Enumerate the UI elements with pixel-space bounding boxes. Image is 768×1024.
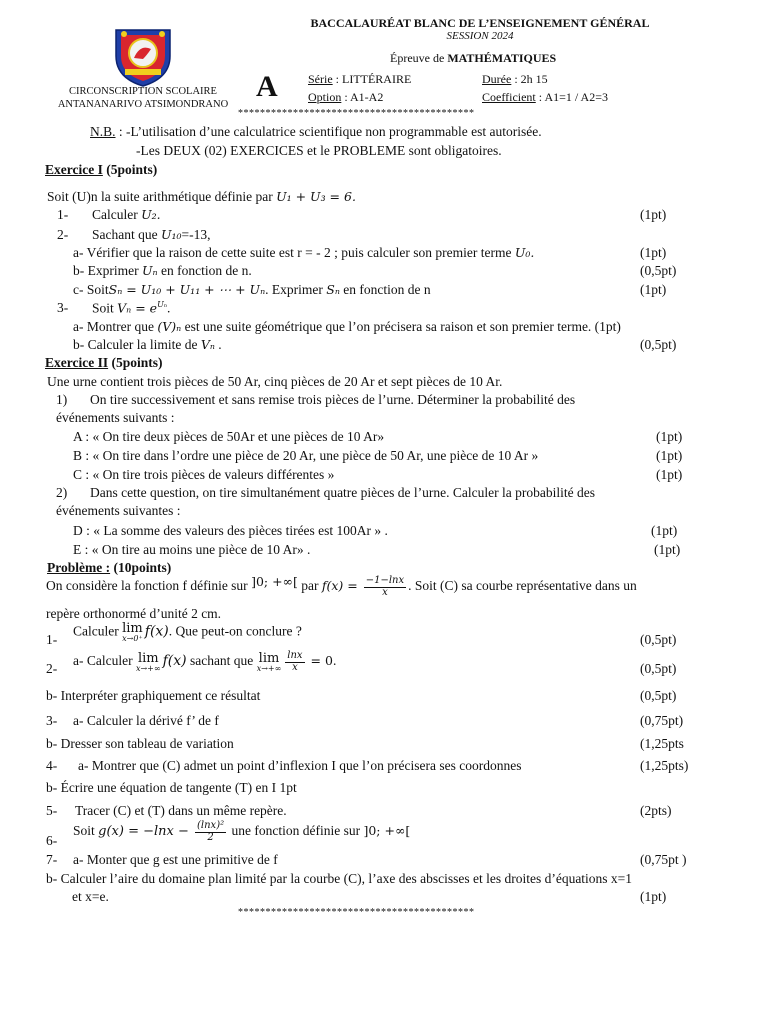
ex2-event-a-points: (1pt) xyxy=(656,429,683,444)
ex1-q1-points: (1pt) xyxy=(640,207,667,222)
ex2-q2-num: 2) xyxy=(56,485,68,500)
exam-session: SESSION 2024 xyxy=(446,30,514,42)
ex2-event-c: C : « On tire trois pièces de valeurs différentes » xyxy=(73,467,335,482)
prob-q1: Calculer lim x→0⁺ f(x). Que peut-on conclure ? xyxy=(73,621,302,643)
prob-q6: Soit g(x) = −lnx − $\frac{\text{(lnx)²}}{2}$ une fonction définie sur ]0; +∞[ xyxy=(73,820,411,843)
ex1-q3-text: Soit $V_n = e^{U_n}$. xyxy=(92,300,171,316)
prob-q7b-line2: et x=e. xyxy=(72,889,109,904)
prob-q5-num: 5- xyxy=(46,803,58,818)
ex2-event-c-points: (1pt) xyxy=(656,467,683,482)
nb-line-1: N.B. : -L’utilisation d’une calculatrice scientifique non programmable est autorisée. xyxy=(90,124,542,139)
prob-q7: a- Monter que g est une primitive de f xyxy=(73,852,278,867)
exercice-1-title: Exercice I (5points) xyxy=(45,162,158,177)
ex2-event-d-points: (1pt) xyxy=(651,523,678,538)
prob-q4b: b- Écrire une équation de tangente (T) en I 1pt xyxy=(46,780,297,795)
prob-q5-points: (2pts) xyxy=(640,803,672,818)
ex2-event-b: B : « On tire dans l’ordre une pièce de 20 Ar, une pièce de 50 Ar, une pièce de 10 Ar » xyxy=(73,448,539,463)
exam-subject: Épreuve de MATHÉMATIQUES xyxy=(390,51,557,65)
serie-info: Série : LITTÉRAIRE xyxy=(308,72,412,86)
prob-q2-points: (0,5pt) xyxy=(640,661,677,676)
divider-stars-bottom: ******************************************* xyxy=(238,907,475,918)
ex1-q3b: b- Calculer la limite de Vₙ . xyxy=(73,337,222,352)
prob-q7-num: 7- xyxy=(46,852,58,867)
divider-stars-top: ******************************************* xyxy=(238,108,475,119)
prob-q4-num: 4- xyxy=(46,758,58,773)
prob-q5: Tracer (C) et (T) dans un même repère. xyxy=(75,803,287,818)
prob-q2b-points: (0,5pt) xyxy=(640,688,677,703)
ex2-event-d: D : « La somme des valeurs des pièces tirées est 100Ar » . xyxy=(73,523,388,538)
prob-q3-num: 3- xyxy=(46,713,58,728)
ex1-q3b-points: (0,5pt) xyxy=(640,337,677,352)
ex1-q2a: a- Vérifier que la raison de cette suite est r = - 2 ; puis calculer son premier terme U₀. xyxy=(73,245,535,260)
prob-q3b-points: (1,25pts xyxy=(640,736,684,751)
ex2-q2-line1: Dans cette question, on tire simultanément quatre pièces de l’urne. Calculer la probabilité des xyxy=(90,485,595,500)
ex2-event-a: A : « On tire deux pièces de 50Ar et une pièces de 10 Ar» xyxy=(73,429,385,444)
prob-q6-num: 6- xyxy=(46,833,58,848)
prob-intro-line2: repère orthonormé d’unité 2 cm. xyxy=(46,606,222,621)
ex2-q1-line1: On tire successivement et sans remise trois pièces de l’urne. Déterminer la probabilité des xyxy=(90,392,576,407)
coefficient-info: Coefficient : A1=1 / A2=3 xyxy=(482,90,608,104)
ex1-q2b: b- Exprimer Uₙ en fonction de n. xyxy=(73,263,252,278)
ex1-q3a: a- Montrer que (V)ₙ est une suite géométrique que l’on précisera sa raison et son premier terme. (1pt) xyxy=(73,319,621,334)
ex1-q2-text: Sachant que U₁₀=-13, xyxy=(92,227,211,242)
prob-q1-num: 1- xyxy=(46,632,58,647)
exercice-2-title: Exercice II (5points) xyxy=(45,355,163,370)
prob-q2: a- Calculer lim x→+∞ f(x) sachant que lim x→+∞ $\frac{\ln x}{x}$ = 0. xyxy=(73,650,337,673)
ex2-event-b-points: (1pt) xyxy=(656,448,683,463)
ex2-event-e-points: (1pt) xyxy=(654,542,681,557)
prob-q4-points: (1,25pts) xyxy=(640,758,689,773)
prob-q7-points: (0,75pt ) xyxy=(640,852,687,867)
ex1-q1: 1- xyxy=(57,207,69,222)
prob-q2b: b- Interpréter graphiquement ce résultat xyxy=(46,688,261,703)
prob-q3b: b- Dresser son tableau de variation xyxy=(46,736,234,751)
ex2-intro: Une urne contient trois pièces de 50 Ar, cinq pièces de 20 Ar et sept pièces de 10 Ar. xyxy=(47,374,503,389)
prob-q3-points: (0,75pt) xyxy=(640,713,684,728)
prob-q4: a- Montrer que (C) admet un point d’inflexion I que l’on précisera ses coordonnes xyxy=(78,758,522,773)
circonscription: CIRCONSCRIPTION SCOLAIRE ANTANANARIVO ATSIMONDRANO xyxy=(57,86,229,110)
ex1-q2: 2- xyxy=(57,227,69,242)
ex1-intro: Soit (U)n la suite arithmétique définie par U₁ + U₃ = 6. xyxy=(47,189,356,204)
duree-info: Durée : 2h 15 xyxy=(482,72,548,86)
ex1-q2a-points: (1pt) xyxy=(640,245,667,260)
ex2-event-e: E : « On tire au moins une pièce de 10 Ar» . xyxy=(73,542,311,557)
exam-title: BACCALAURÉAT BLANC DE L’ENSEIGNEMENT GÉNÉRAL xyxy=(310,16,650,30)
prob-q7b-points: (1pt) xyxy=(640,889,667,904)
ex1-q2c: c- SoitSₙ = U₁₀ + U₁₁ + ⋯ + Uₙ. Exprimer Sₙ en fonction de n xyxy=(73,282,431,297)
nb-line-2: -Les DEUX (02) EXERCICES et le PROBLEME sont obligatoires. xyxy=(136,143,502,158)
option-info: Option : A1-A2 xyxy=(308,90,384,104)
ex2-q1-num: 1) xyxy=(56,392,68,407)
ex2-q1-line2: événements suivants : xyxy=(56,410,175,425)
ex1-q1-text: Calculer U₂. xyxy=(92,207,161,222)
ex1-q2b-points: (0,5pt) xyxy=(640,263,677,278)
ex2-q2-line2: événements suivantes : xyxy=(56,503,181,518)
probleme-title: Problème : (10points) xyxy=(47,560,172,575)
ex1-q3: 3- xyxy=(57,300,69,315)
school-logo xyxy=(110,22,176,88)
series-letter: A xyxy=(256,70,278,103)
prob-q7b-line1: b- Calculer l’aire du domaine plan limité par la courbe (C), l’axe des abscisses et les droites d’équations x=1 xyxy=(46,871,633,886)
prob-q2-num: 2- xyxy=(46,661,58,676)
prob-intro: On considère la fonction f définie sur ]0; +∞[ par f(x) = $\frac{-1-\ln x}{x}$ . Soit (C) sa courbe représentative dans un xyxy=(46,574,637,598)
ex1-q2c-points: (1pt) xyxy=(640,282,667,297)
prob-q1-points: (0,5pt) xyxy=(640,632,677,647)
prob-q3: a- Calculer la dérivé f’ de f xyxy=(73,713,219,728)
